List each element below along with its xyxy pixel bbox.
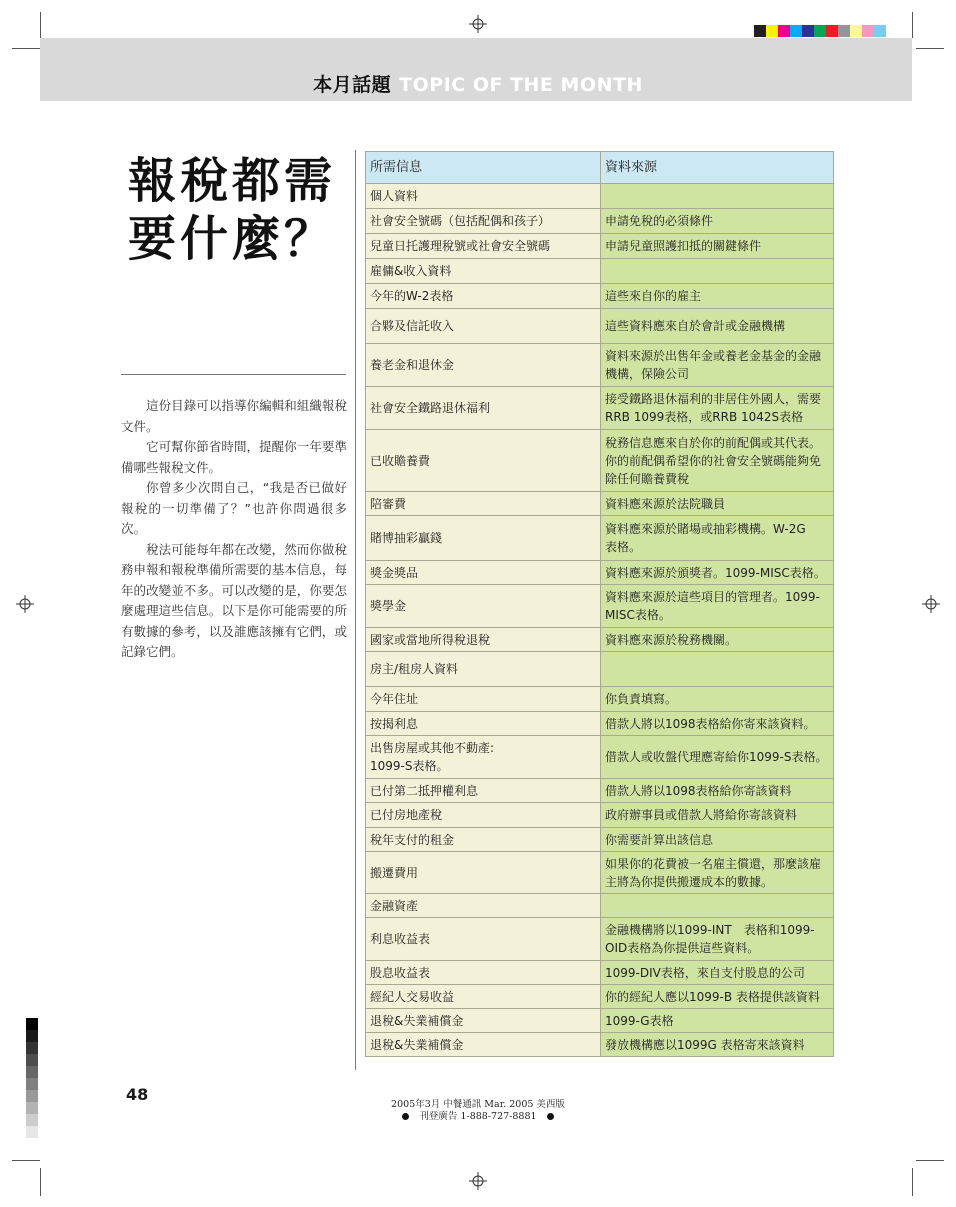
intro-paragraph: 稅法可能每年都在改變，然而你做稅務申報和報稅準備所需要的基本信息，每年的改變並不多。可以改變的是，你要怎麼處理這些信息。以下是你可能需要的所有數據的參考，以及誰應該擁有它們，或記錄它們。 xyxy=(121,541,347,659)
article-title xyxy=(128,152,358,268)
source-cell: 資料來源於出售年金或養老金基金的金融機構，保險公司 xyxy=(601,344,834,387)
source-cell: 資料應來源於頒獎者。1099-MISC表格。 xyxy=(601,561,834,585)
required-info-cell: 經紀人交易收益 xyxy=(366,985,601,1009)
source-cell: 稅務信息應來自於你的前配偶或其代表。你的前配偶希望你的社會安全號碼能夠免除任何贍養費稅 xyxy=(601,430,834,492)
tax-documents-table xyxy=(365,151,834,1057)
color-swatch xyxy=(850,25,862,37)
source-cell: 1099-G表格 xyxy=(601,1009,834,1033)
footer-advertising-text: 刊登廣告 1-888-727-8881 xyxy=(419,1111,537,1122)
required-info-cell: 股息收益表 xyxy=(366,961,601,985)
intro-paragraph: 這份目錄可以指導你編輯和組織報稅文件。 xyxy=(121,398,347,434)
table-header-cell: 資料來源 xyxy=(601,152,834,184)
column-divider xyxy=(355,150,356,1070)
section-header xyxy=(0,70,956,97)
required-info-cell: 已付房地產稅 xyxy=(366,803,601,828)
source-cell: 發放機構應以1099G 表格寄來該資料 xyxy=(601,1033,834,1057)
source-cell: 申請兒童照護扣抵的關鍵條件 xyxy=(601,234,834,259)
crop-mark xyxy=(40,1168,41,1196)
table-row xyxy=(366,209,834,234)
required-info-cell: 賭博抽彩贏錢 xyxy=(366,516,601,561)
required-info-cell: 退稅&失業補償金 xyxy=(366,1033,601,1057)
color-swatch xyxy=(790,25,802,37)
registration-mark-icon xyxy=(922,595,940,613)
color-calibration-bar xyxy=(754,25,886,37)
footer-advertising xyxy=(0,1108,956,1122)
table-row xyxy=(366,561,834,585)
section-header-cn: 本月話題 xyxy=(313,74,392,96)
source-cell: 1099-DIV表格，來自支付股息的公司 xyxy=(601,961,834,985)
required-info-cell: 出售房屋或其他不動產: 1099-S表格。 xyxy=(366,736,601,779)
source-cell: 這些資料應來自於會計或金融機構 xyxy=(601,309,834,344)
table-row xyxy=(366,234,834,259)
table-row xyxy=(366,628,834,652)
table-row xyxy=(366,430,834,492)
source-cell: 資料應來源於法院職員 xyxy=(601,492,834,516)
crop-mark xyxy=(40,12,41,38)
table-header-row xyxy=(366,152,834,184)
required-info-cell: 今年的W-2表格 xyxy=(366,284,601,309)
table-row xyxy=(366,1033,834,1057)
table-row xyxy=(366,894,834,918)
source-cell: 你負責填寫。 xyxy=(601,687,834,712)
gray-swatch xyxy=(26,1078,38,1090)
required-info-cell: 房主/租房人資料 xyxy=(366,652,601,687)
intro-paragraph: 你曾多少次問自己，“我是否已做好報稅的一切準備了？”也許你問過很多次。 xyxy=(121,480,347,536)
required-info-cell: 陪審費 xyxy=(366,492,601,516)
color-swatch xyxy=(802,25,814,37)
required-info-cell: 金融資產 xyxy=(366,894,601,918)
source-cell: 借款人將以1098表格給你寄來該資料。 xyxy=(601,712,834,736)
table-row xyxy=(366,712,834,736)
color-swatch xyxy=(838,25,850,37)
gray-swatch xyxy=(26,1126,38,1138)
required-info-cell: 退稅&失業補償金 xyxy=(366,1009,601,1033)
required-info-cell: 搬遷費用 xyxy=(366,852,601,894)
source-cell xyxy=(601,184,834,209)
source-cell: 資料應來源於賭場或抽彩機構。W-2G 表格。 xyxy=(601,516,834,561)
source-cell: 如果你的花費被一名雇主償還，那麼該雇主將為你提供搬遷成本的數據。 xyxy=(601,852,834,894)
registration-mark-icon xyxy=(469,15,487,33)
required-info-cell: 按揭利息 xyxy=(366,712,601,736)
gray-swatch xyxy=(26,1018,38,1030)
table-row xyxy=(366,309,834,344)
required-info-cell: 稅年支付的租金 xyxy=(366,828,601,852)
required-info-cell: 合夥及信託收入 xyxy=(366,309,601,344)
registration-mark-icon xyxy=(16,595,34,613)
color-swatch xyxy=(814,25,826,37)
required-info-cell: 獎金獎品 xyxy=(366,561,601,585)
table-row xyxy=(366,516,834,561)
table-row xyxy=(366,1009,834,1033)
gray-swatch xyxy=(26,1066,38,1078)
gray-swatch xyxy=(26,1042,38,1054)
table-row xyxy=(366,492,834,516)
color-swatch xyxy=(754,25,766,37)
table-row xyxy=(366,736,834,779)
crop-mark xyxy=(916,48,944,49)
source-cell: 接受鐵路退休福利的非居住外國人，需要RRB 1099表格，或RRB 1042S表格 xyxy=(601,387,834,430)
table-row xyxy=(366,985,834,1009)
color-swatch xyxy=(766,25,778,37)
registration-mark-icon xyxy=(469,1172,487,1190)
crop-mark xyxy=(12,48,40,49)
table-row xyxy=(366,652,834,687)
table-row xyxy=(366,852,834,894)
table-row xyxy=(366,687,834,712)
source-cell xyxy=(601,894,834,918)
crop-mark xyxy=(912,12,913,38)
table-header-cell: 所需信息 xyxy=(366,152,601,184)
required-info-cell: 利息收益表 xyxy=(366,918,601,961)
required-info-cell: 已收贍養費 xyxy=(366,430,601,492)
required-info-cell: 社會安全鐵路退休福利 xyxy=(366,387,601,430)
source-cell: 資料應來源於稅務機關。 xyxy=(601,628,834,652)
source-cell: 金融機構將以1099-INT 表格和1099-OID表格為你提供這些資料。 xyxy=(601,918,834,961)
required-info-cell: 今年住址 xyxy=(366,687,601,712)
table-row xyxy=(366,803,834,828)
table-row xyxy=(366,344,834,387)
source-cell: 你的經紀人應以1099-B 表格提供該資料 xyxy=(601,985,834,1009)
required-info-cell: 個人資料 xyxy=(366,184,601,209)
required-info-cell: 已付第二抵押權利息 xyxy=(366,779,601,803)
intro-text xyxy=(121,396,347,663)
source-cell: 你需要計算出該信息 xyxy=(601,828,834,852)
source-cell xyxy=(601,259,834,284)
table-row xyxy=(366,387,834,430)
crop-mark xyxy=(12,1160,40,1161)
source-cell: 這些來自你的雇主 xyxy=(601,284,834,309)
table-row xyxy=(366,284,834,309)
table-row xyxy=(366,918,834,961)
source-cell: 借款人將以1098表格給你寄該資料 xyxy=(601,779,834,803)
table-row xyxy=(366,828,834,852)
article-title-line: 報稅都需 xyxy=(128,153,337,209)
table-row xyxy=(366,184,834,209)
color-swatch xyxy=(874,25,886,37)
page-number: 48 xyxy=(126,1085,149,1104)
source-cell xyxy=(601,652,834,687)
source-cell: 借款人或收盤代理應寄給你1099-S表格。 xyxy=(601,736,834,779)
color-swatch xyxy=(778,25,790,37)
section-header-en: TOPIC OF THE MONTH xyxy=(399,74,643,96)
required-info-cell: 兒童日托護理稅號或社會安全號碼 xyxy=(366,234,601,259)
divider xyxy=(121,374,346,375)
color-swatch xyxy=(826,25,838,37)
table-row xyxy=(366,779,834,803)
required-info-cell: 獎學金 xyxy=(366,585,601,628)
source-cell: 政府辦事員或借款人將給你寄該資料 xyxy=(601,803,834,828)
required-info-cell: 養老金和退休金 xyxy=(366,344,601,387)
required-info-cell: 社會安全號碼（包括配偶和孩子） xyxy=(366,209,601,234)
bullet-icon xyxy=(402,1113,409,1120)
gray-swatch xyxy=(26,1030,38,1042)
required-info-cell: 雇傭&收入資料 xyxy=(366,259,601,284)
required-info-cell: 國家或當地所得稅退稅 xyxy=(366,628,601,652)
crop-mark xyxy=(916,1160,944,1161)
crop-mark xyxy=(912,1168,913,1196)
source-cell: 資料應來源於這些項目的管理者。1099-MISC表格。 xyxy=(601,585,834,628)
source-cell: 申請免稅的必須條件 xyxy=(601,209,834,234)
article-title-line: 要什麼？ xyxy=(128,211,337,267)
table-row xyxy=(366,585,834,628)
footer-publication: 2005年3月 中餐通訊 Mar. 2005 美西版 xyxy=(391,1099,565,1110)
intro-paragraph: 它可幫你節省時間，提醒你一年要準備哪些報稅文件。 xyxy=(121,439,347,475)
table-row xyxy=(366,961,834,985)
bullet-icon xyxy=(547,1113,554,1120)
color-swatch xyxy=(862,25,874,37)
table-row xyxy=(366,259,834,284)
gray-swatch xyxy=(26,1054,38,1066)
